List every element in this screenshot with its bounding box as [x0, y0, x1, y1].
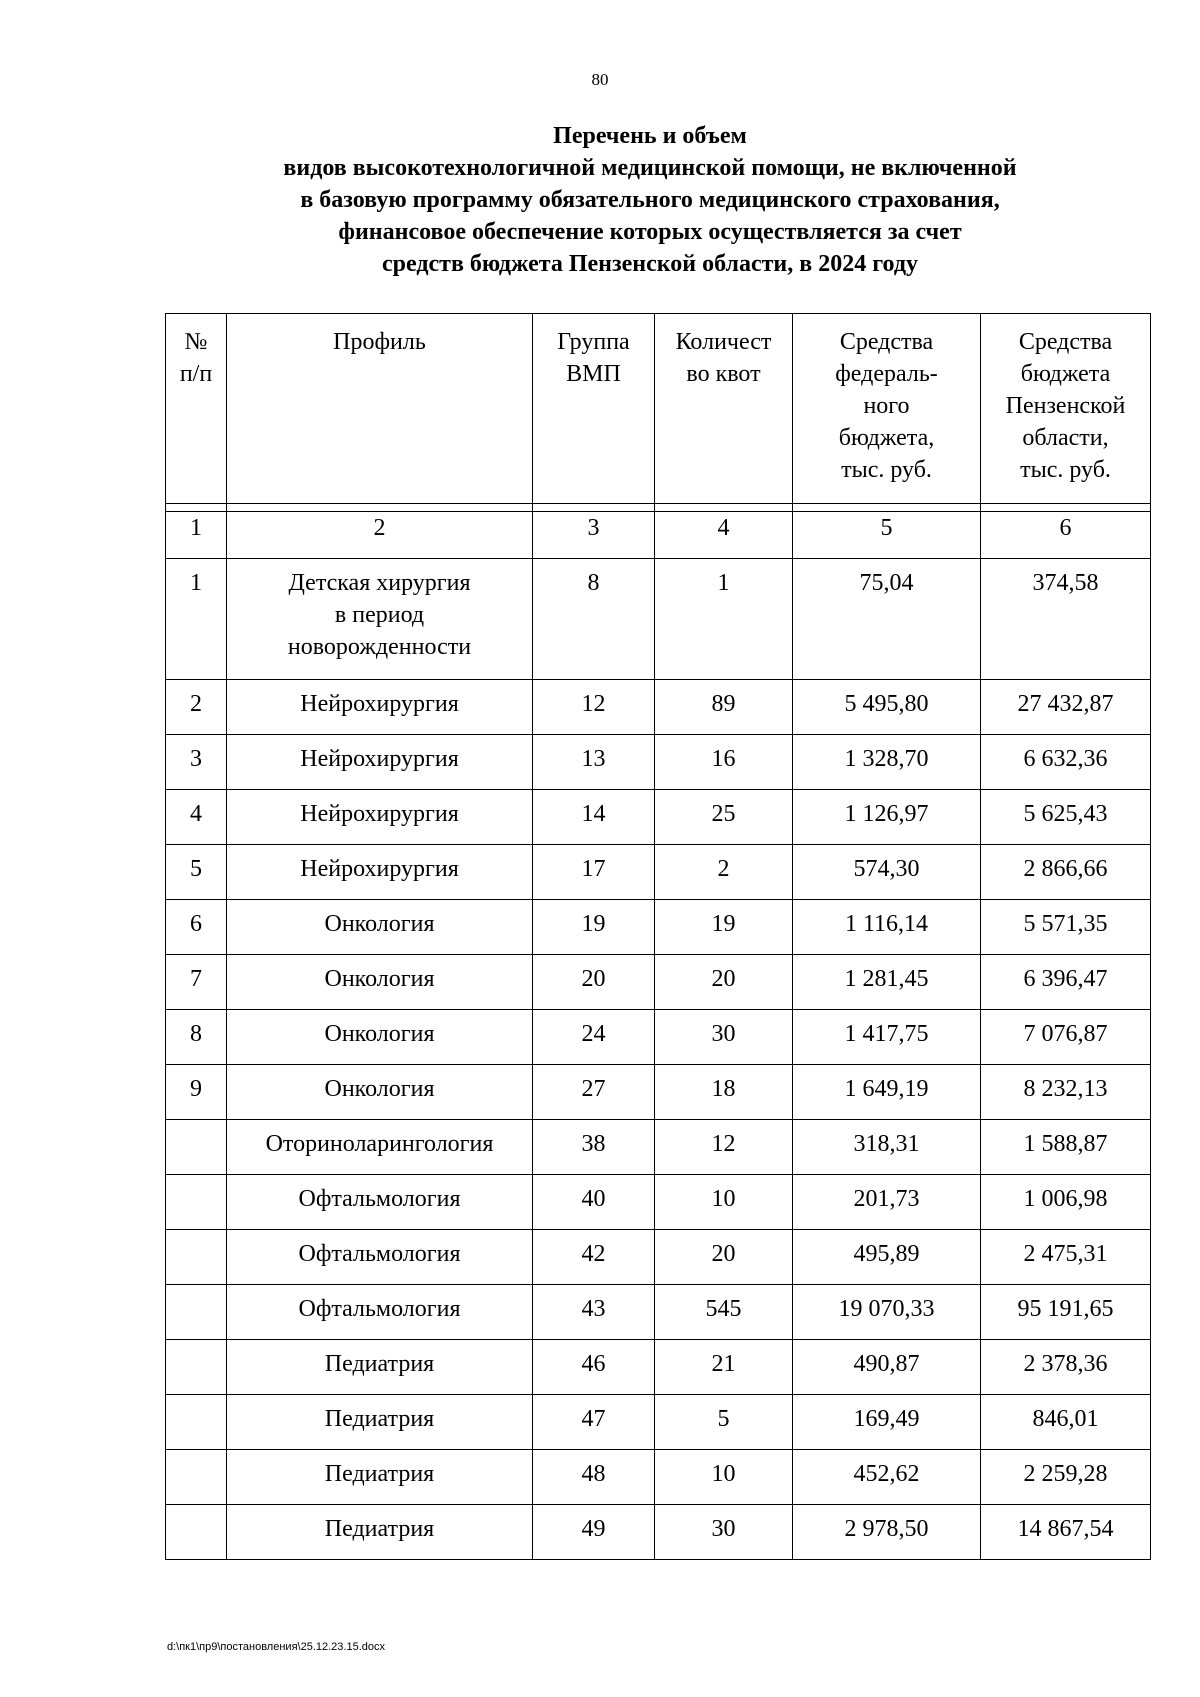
regional-budget-cell: 1 588,87 — [981, 1120, 1151, 1175]
quota-cell: 16 — [655, 735, 793, 790]
page-number: 80 — [591, 70, 609, 89]
column-header-line: Количест — [675, 329, 772, 355]
row-number-cell — [166, 1175, 227, 1230]
profile-cell — [227, 1010, 533, 1065]
row-number-cell — [166, 1395, 227, 1450]
quota-cell: 5 — [655, 1395, 793, 1450]
federal-budget-cell: 201,73 — [793, 1175, 981, 1230]
profile-line: Оториноларингология — [265, 1131, 494, 1157]
profile-cell — [227, 1505, 533, 1560]
group-cell: 19 — [533, 900, 655, 955]
table-row — [166, 1285, 1151, 1340]
group-cell: 38 — [533, 1120, 655, 1175]
row-number-cell: 3 — [166, 735, 227, 790]
group-cell: 46 — [533, 1340, 655, 1395]
federal-budget-cell: 1 281,45 — [793, 955, 981, 1010]
column-header — [793, 314, 981, 512]
column-number: 2 — [227, 504, 533, 559]
regional-budget-cell: 6 632,36 — [981, 735, 1151, 790]
column-header-line: Профиль — [333, 329, 426, 355]
row-number-cell: 7 — [166, 955, 227, 1010]
quota-cell: 2 — [655, 845, 793, 900]
regional-budget-cell: 14 867,54 — [981, 1505, 1151, 1560]
table-row — [166, 1065, 1151, 1120]
profile-line: Онкология — [324, 911, 435, 937]
table-header — [165, 313, 1151, 512]
column-number-row — [166, 504, 1151, 559]
profile-cell — [227, 1340, 533, 1395]
profile-line: Онкология — [324, 1076, 435, 1102]
row-number-cell: 4 — [166, 790, 227, 845]
row-number-cell: 6 — [166, 900, 227, 955]
federal-budget-cell: 318,31 — [793, 1120, 981, 1175]
regional-budget-cell: 5 625,43 — [981, 790, 1151, 845]
quota-cell: 545 — [655, 1285, 793, 1340]
quota-cell: 18 — [655, 1065, 793, 1120]
row-number-cell: 2 — [166, 680, 227, 735]
column-header-line: ВМП — [566, 361, 621, 387]
profile-cell — [227, 1285, 533, 1340]
column-header-line: Средства — [1018, 329, 1113, 355]
federal-budget-cell: 574,30 — [793, 845, 981, 900]
profile-line: Офтальмология — [298, 1241, 461, 1267]
title-line: в базовую программу обязательного медицинского страхования, — [300, 187, 1000, 213]
column-header-line: бюджета — [1020, 361, 1111, 387]
table-row — [166, 790, 1151, 845]
column-header-line: ного — [863, 393, 910, 419]
profile-cell — [227, 900, 533, 955]
quota-cell: 30 — [655, 1505, 793, 1560]
column-header — [533, 314, 655, 512]
federal-budget-cell: 1 126,97 — [793, 790, 981, 845]
column-header-line: области, — [1022, 425, 1109, 451]
profile-line: Педиатрия — [324, 1351, 435, 1377]
title-line: средств бюджета Пензенской области, в 2024 году — [382, 251, 918, 277]
regional-budget-cell: 27 432,87 — [981, 680, 1151, 735]
profile-line: Педиатрия — [324, 1461, 435, 1487]
table-row — [166, 845, 1151, 900]
profile-cell — [227, 1175, 533, 1230]
column-header — [166, 314, 227, 512]
quota-cell: 10 — [655, 1175, 793, 1230]
profile-cell — [227, 955, 533, 1010]
quota-cell: 10 — [655, 1450, 793, 1505]
quota-cell: 21 — [655, 1340, 793, 1395]
profile-line: Офтальмология — [298, 1296, 461, 1322]
group-cell: 14 — [533, 790, 655, 845]
column-header-line: Пензенской — [1005, 393, 1126, 419]
file-path-footer: d:\пк1\пр9\постановления\25.12.23.15.docx — [167, 1641, 385, 1653]
table-row — [166, 1450, 1151, 1505]
row-number-cell — [166, 1505, 227, 1560]
quota-cell: 25 — [655, 790, 793, 845]
column-header-line: Средства — [839, 329, 934, 355]
group-cell: 40 — [533, 1175, 655, 1230]
group-cell: 13 — [533, 735, 655, 790]
group-cell: 47 — [533, 1395, 655, 1450]
table-row — [166, 735, 1151, 790]
regional-budget-cell: 2 475,31 — [981, 1230, 1151, 1285]
federal-budget-cell: 2 978,50 — [793, 1505, 981, 1560]
row-number-cell — [166, 1230, 227, 1285]
table-row — [166, 1395, 1151, 1450]
quota-cell: 20 — [655, 955, 793, 1010]
federal-budget-cell: 75,04 — [793, 559, 981, 680]
profile-cell — [227, 790, 533, 845]
row-number-cell — [166, 1340, 227, 1395]
table-row — [166, 955, 1151, 1010]
column-header-line: п/п — [179, 361, 213, 387]
data-table — [165, 503, 1151, 1560]
quota-cell: 20 — [655, 1230, 793, 1285]
table-row — [166, 900, 1151, 955]
column-header-line: Группа — [557, 329, 630, 355]
regional-budget-cell: 7 076,87 — [981, 1010, 1151, 1065]
row-number-cell — [166, 1450, 227, 1505]
table-row — [166, 680, 1151, 735]
federal-budget-cell: 1 116,14 — [793, 900, 981, 955]
table-row — [166, 1505, 1151, 1560]
row-number-cell: 9 — [166, 1065, 227, 1120]
profile-cell — [227, 1230, 533, 1285]
regional-budget-cell: 95 191,65 — [981, 1285, 1151, 1340]
table-row — [166, 1175, 1151, 1230]
profile-line: Нейрохирургия — [300, 746, 459, 772]
table-row — [166, 1230, 1151, 1285]
regional-budget-cell: 2 378,36 — [981, 1340, 1151, 1395]
group-cell: 49 — [533, 1505, 655, 1560]
profile-line: новорожденности — [287, 634, 472, 660]
column-header-line: тыс. руб. — [841, 457, 932, 483]
regional-budget-cell: 1 006,98 — [981, 1175, 1151, 1230]
profile-line: Нейрохирургия — [300, 856, 459, 882]
column-header-line: тыс. руб. — [1020, 457, 1111, 483]
profile-line: Нейрохирургия — [300, 691, 459, 717]
column-header — [655, 314, 793, 512]
regional-budget-cell: 2 259,28 — [981, 1450, 1151, 1505]
federal-budget-cell: 5 495,80 — [793, 680, 981, 735]
federal-budget-cell: 1 649,19 — [793, 1065, 981, 1120]
table-row — [166, 1340, 1151, 1395]
federal-budget-cell: 169,49 — [793, 1395, 981, 1450]
row-number-cell: 1 — [166, 559, 227, 680]
column-header — [227, 314, 533, 512]
group-cell: 12 — [533, 680, 655, 735]
group-cell: 24 — [533, 1010, 655, 1065]
quota-cell: 12 — [655, 1120, 793, 1175]
profile-line: Онкология — [324, 966, 435, 992]
profile-line: Нейрохирургия — [300, 801, 459, 827]
group-cell: 27 — [533, 1065, 655, 1120]
profile-cell — [227, 735, 533, 790]
profile-line: Педиатрия — [324, 1406, 435, 1432]
federal-budget-cell: 495,89 — [793, 1230, 981, 1285]
federal-budget-cell: 1 417,75 — [793, 1010, 981, 1065]
group-cell: 20 — [533, 955, 655, 1010]
table-row — [166, 559, 1151, 680]
table-row — [166, 1010, 1151, 1065]
regional-budget-cell: 6 396,47 — [981, 955, 1151, 1010]
row-number-cell: 8 — [166, 1010, 227, 1065]
regional-budget-cell: 846,01 — [981, 1395, 1151, 1450]
table-row — [166, 1120, 1151, 1175]
regional-budget-cell: 8 232,13 — [981, 1065, 1151, 1120]
group-cell: 48 — [533, 1450, 655, 1505]
profile-cell — [227, 1120, 533, 1175]
group-cell: 8 — [533, 559, 655, 680]
federal-budget-cell: 452,62 — [793, 1450, 981, 1505]
regional-budget-cell: 5 571,35 — [981, 900, 1151, 955]
title-line: Перечень и объем — [553, 123, 747, 149]
column-header-line: бюджета, — [838, 425, 935, 451]
profile-cell — [227, 559, 533, 680]
federal-budget-cell: 1 328,70 — [793, 735, 981, 790]
document-title — [150, 120, 1150, 280]
profile-line: Детская хирургия — [288, 570, 471, 596]
profile-cell — [227, 1065, 533, 1120]
federal-budget-cell: 19 070,33 — [793, 1285, 981, 1340]
profile-line: Онкология — [324, 1021, 435, 1047]
column-header-line: во квот — [686, 361, 761, 387]
group-cell: 17 — [533, 845, 655, 900]
profile-cell — [227, 1450, 533, 1505]
federal-budget-cell: 490,87 — [793, 1340, 981, 1395]
quota-cell: 30 — [655, 1010, 793, 1065]
profile-line: Офтальмология — [298, 1186, 461, 1212]
title-line: финансовое обеспечение которых осуществляется за счет — [338, 219, 962, 245]
profile-cell — [227, 1395, 533, 1450]
quota-cell: 89 — [655, 680, 793, 735]
column-number: 6 — [981, 504, 1151, 559]
column-number: 3 — [533, 504, 655, 559]
row-number-cell — [166, 1285, 227, 1340]
column-header-line: № — [184, 329, 208, 355]
column-number: 5 — [793, 504, 981, 559]
profile-cell — [227, 680, 533, 735]
title-line: видов высокотехнологичной медицинской помощи, не включенной — [283, 155, 1017, 181]
column-header-line: федераль- — [835, 361, 938, 387]
regional-budget-cell: 374,58 — [981, 559, 1151, 680]
quota-cell: 1 — [655, 559, 793, 680]
profile-line: Педиатрия — [324, 1516, 435, 1542]
quota-cell: 19 — [655, 900, 793, 955]
group-cell: 43 — [533, 1285, 655, 1340]
profile-line: в период — [334, 602, 425, 628]
regional-budget-cell: 2 866,66 — [981, 845, 1151, 900]
row-number-cell: 5 — [166, 845, 227, 900]
column-header — [981, 314, 1151, 512]
header-row — [166, 314, 1151, 512]
group-cell: 42 — [533, 1230, 655, 1285]
row-number-cell — [166, 1120, 227, 1175]
column-number: 1 — [166, 504, 227, 559]
column-number: 4 — [655, 504, 793, 559]
profile-cell — [227, 845, 533, 900]
